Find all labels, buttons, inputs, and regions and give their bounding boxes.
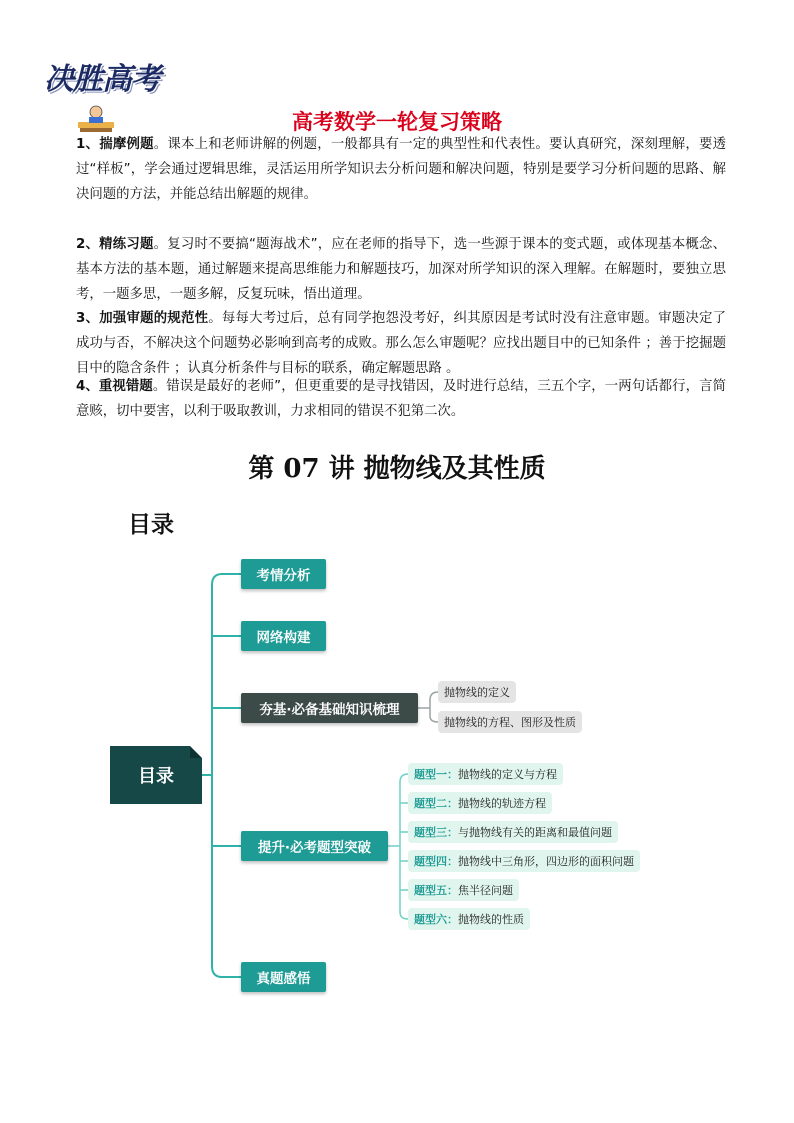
corner-fold bbox=[190, 746, 202, 758]
type-text: 与抛物线有关的距离和最值问题 bbox=[458, 826, 612, 839]
connector-sub bbox=[430, 692, 438, 700]
type-text: 抛物线的轨迹方程 bbox=[458, 797, 546, 810]
connector-branch bbox=[212, 574, 241, 585]
type-prefix: 题型二： bbox=[414, 797, 458, 810]
type-prefix: 题型一： bbox=[414, 768, 458, 781]
paragraph-label: 2、精练习题 bbox=[76, 237, 154, 252]
toc-sub-type-4[interactable] bbox=[408, 850, 640, 872]
type-text: 抛物线的定义与方程 bbox=[458, 768, 557, 781]
paragraph-text: 。复习时不要搞“题海战术”，应在老师的指导下，选一些源于课本的变式题，或体现基本概念、基本方法的基本题，通过解题来提高思维能力和解题技巧，加深对所学知识的深入理解。在解题时，要独立思考，一题多思，一题多解，反复玩味，悟出道理。 bbox=[76, 237, 726, 302]
lecture-title: 第 07 讲 抛物线及其性质 bbox=[248, 454, 546, 484]
paragraph-label: 1、揣摩例题 bbox=[76, 137, 154, 152]
toc-item-question-types[interactable]: 提升·必考题型突破 bbox=[241, 831, 388, 861]
toc-item-exam-analysis[interactable]: 考情分析 bbox=[241, 559, 326, 589]
toc-sub-type-2[interactable] bbox=[408, 792, 552, 814]
toc-sub-parabola-equation[interactable]: 抛物线的方程、图形及性质 bbox=[438, 711, 582, 733]
type-prefix: 题型三： bbox=[414, 826, 458, 839]
toc-item-basic-knowledge[interactable]: 夯基·必备基础知识梳理 bbox=[241, 693, 418, 723]
toc-sub-type-5[interactable] bbox=[408, 879, 519, 901]
type-prefix: 题型六： bbox=[414, 913, 458, 926]
logo-text: 决胜高考 bbox=[44, 62, 160, 97]
paragraph-label: 4、重视错题 bbox=[76, 379, 153, 394]
paragraph-text: 。错误是最好的老师”，但更重要的是寻找错因，及时进行总结，三五个字，一两句话都行，言简意赅，切中要害，以利于吸取教训，力求相同的错误不犯第二次。 bbox=[76, 379, 726, 419]
connector-sub bbox=[400, 912, 408, 919]
paragraph-text: 。课本上和老师讲解的例题，一般都具有一定的典型性和代表性。要认真研究，深刻理解，要透过“样板”，学会通过逻辑思维，灵活运用所学知识去分析问题和解决问题，特别是要学习分析问题的思路、解决问题的方法，并能总结出解题的规律。 bbox=[76, 137, 726, 202]
paragraph-label: 3、加强审题的规范性 bbox=[76, 311, 209, 326]
toc-item-network[interactable]: 网络构建 bbox=[241, 621, 326, 651]
toc-sub-type-3[interactable] bbox=[408, 821, 618, 843]
toc-item-real-questions[interactable]: 真题感悟 bbox=[241, 962, 326, 992]
type-prefix: 题型四： bbox=[414, 855, 458, 868]
page-title: 高考数学一轮复习策略 bbox=[292, 110, 502, 134]
toc-heading: 目录 bbox=[128, 512, 174, 538]
toc-sub-type-6[interactable] bbox=[408, 908, 530, 930]
type-text: 焦半径问题 bbox=[458, 884, 513, 897]
connector-sub bbox=[430, 716, 438, 722]
type-prefix: 题型五： bbox=[414, 884, 458, 897]
connector-trunk bbox=[212, 585, 241, 977]
type-text: 抛物线的性质 bbox=[458, 913, 524, 926]
mindmap-root: 目录 bbox=[110, 746, 202, 804]
type-text: 抛物线中三角形，四边形的面积问题 bbox=[458, 855, 634, 868]
paragraph-text: 。每每大考过后，总有同学抱怨没考好，纠其原因是考试时没有注意审题。审题决定了成功与否，不解决这个问题势必影响到高考的成败。那么怎么审题呢？应找出题目中的已知条件 ；善于挖掘题目中的隐含条件 ；认真分析条件与目标的联系，确定解题思路 。 bbox=[76, 311, 726, 376]
toc-sub-parabola-definition[interactable]: 抛物线的定义 bbox=[438, 681, 516, 703]
connector-sub bbox=[400, 774, 408, 782]
toc-sub-type-1[interactable] bbox=[408, 763, 563, 785]
